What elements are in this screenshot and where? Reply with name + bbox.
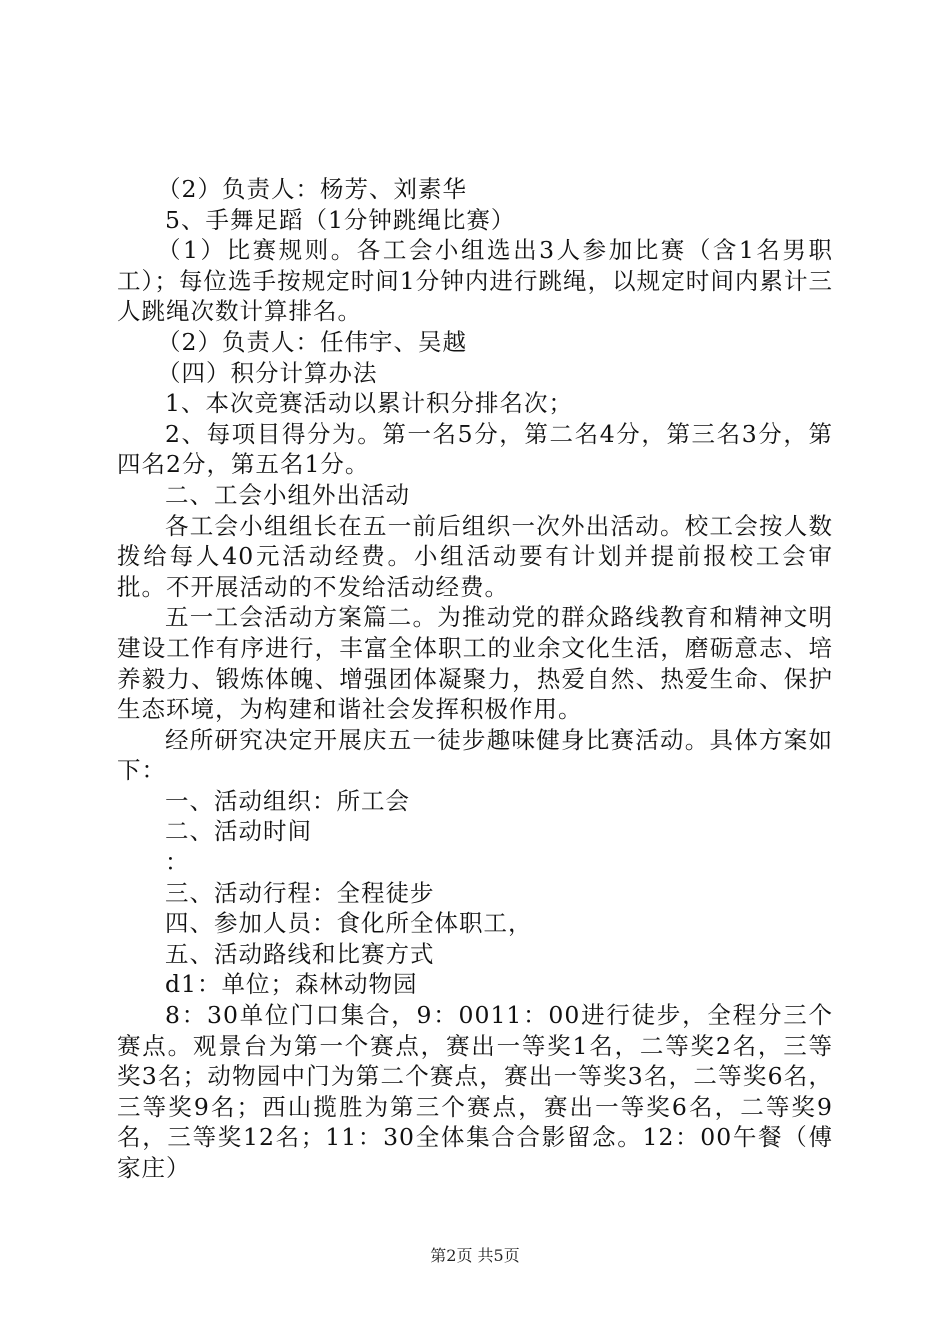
paragraph: 一、活动组织：所工会 [165,786,410,815]
paragraph: （1）比赛规则。各工会小组选出3人参加比赛（含1名男职工）；每位选手按规定时间1分钟内进行跳绳，以规定时间内累计三人跳绳次数计算排名。 [117,236,833,326]
paragraph: 二、活动时间 [165,817,312,846]
paragraph: 四、参加人员：食化所全体职工， [165,909,533,938]
paragraph: （2）负责人：杨芳、刘素华 [157,175,467,203]
paragraph: 五、活动路线和比赛方式 [165,939,435,968]
paragraph: 各工会小组组长在五一前后组织一次外出活动。校工会按人数拨给每人40元活动经费。小组活动要有计划并提前报校工会审批。不开展活动的不发给活动经费。 [117,511,833,601]
document-body [117,174,833,1184]
paragraph: 1、本次竞赛活动以累计积分排名次； [165,389,573,418]
page-number-footer: 第2页 共5页 [430,1246,520,1265]
paragraph: ： [165,848,190,877]
paragraph: 2、每项目得分为。第一名5分，第二名4分，第三名3分，第四名2分，第五名1分。 [117,419,833,479]
paragraph: 五一工会活动方案篇二。为推动党的群众路线教育和精神文明建设工作有序进行，丰富全体职工的业余文化生活，磨砺意志、培养毅力、锻炼体魄、增强团体凝聚力，热爱自然、热爱生命、保护生态环境，为构建和谐社会发挥积极作用。 [117,603,833,724]
paragraph: 5、手舞足蹈（1分钟跳绳比赛） [165,205,516,234]
paragraph: 经所研究决定开展庆五一徒步趣味健身比赛活动。具体方案如下： [117,725,833,785]
paragraph: （2）负责人：任伟宇、吴越 [157,327,467,356]
paragraph: （四）积分计算办法 [157,358,378,387]
paragraph: d1：单位；森林动物园 [165,970,418,999]
paragraph: 三、活动行程：全程徒步 [165,878,435,907]
section-heading: 二、工会小组外出活动 [165,480,410,509]
paragraph: 8：30单位门口集合，9：0011：00进行徒步，全程分三个赛点。观景台为第一个赛点，赛出一等奖1名，二等奖2名，三等奖3名；动物园中门为第二个赛点，赛出一等奖3名，二等奖6名，三等奖9名；西山揽胜为第三个赛点，赛出一等奖6名，二等奖9名，三等奖12名；11：30全体集合合影留念。12：00午餐（傅家庄） [117,1001,833,1182]
